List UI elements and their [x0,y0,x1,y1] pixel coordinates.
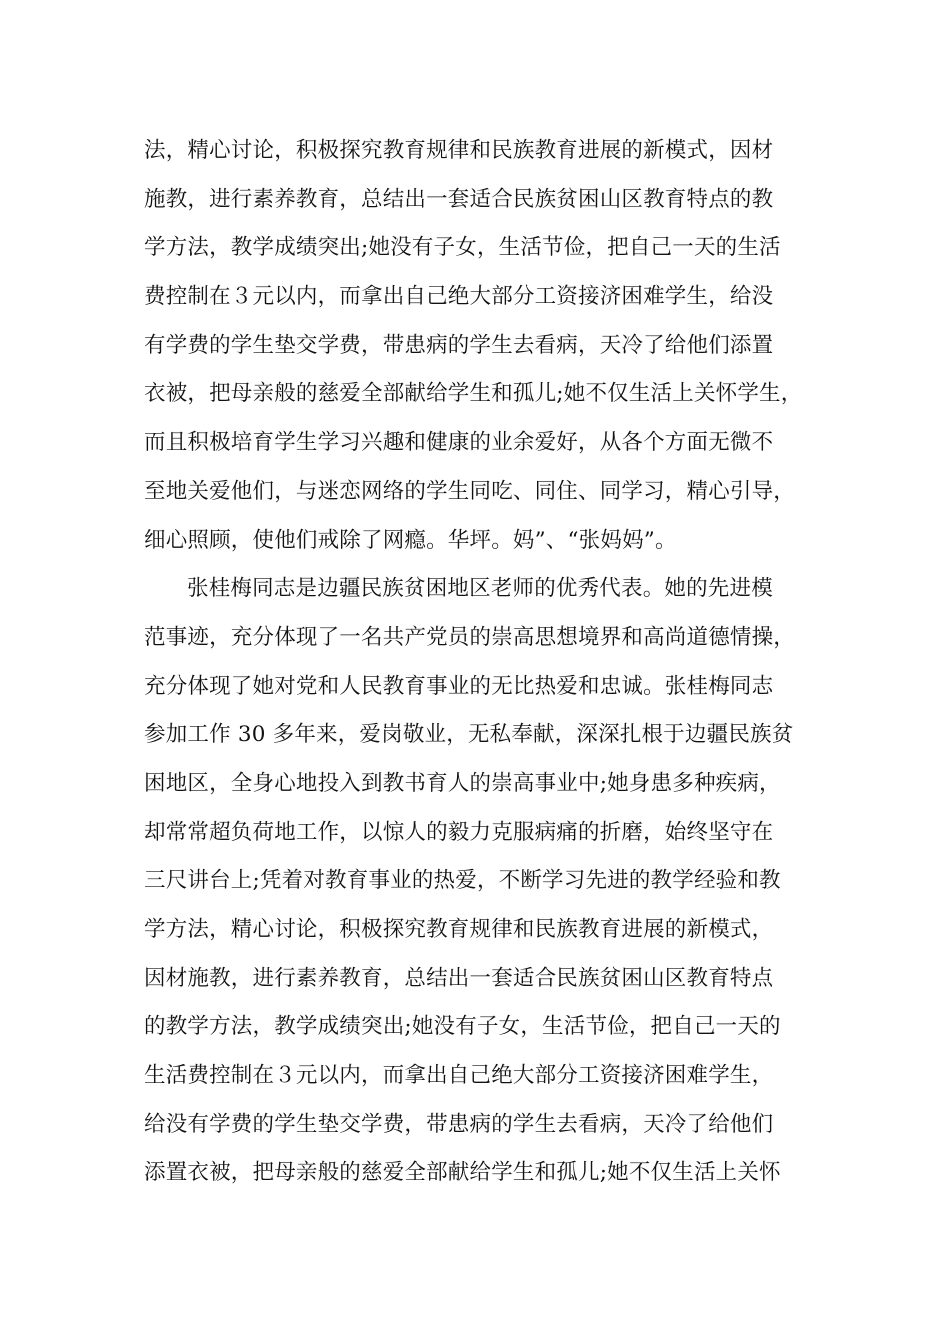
text-line: 法，精心讨论，积极探究教育规律和民族教育进展的新模式，因材 [144,138,774,163]
text-line: 困地区，全身心地投入到教书育人的崇高事业中;她身患多种疾病， [144,770,781,796]
text-line: 学方法，教学成绩突出;她没有子女，生活节俭，把自己一天的生活 [144,235,781,261]
text-line: 至地关爱他们，与迷恋网络的学生同吃、同住、同学习，精心引导， [144,478,796,504]
text-line: 费控制在３元以内，而拿出自己绝大部分工资接济困难学生，给没 [144,284,774,310]
text-line: 张桂梅同志是边疆民族贫困地区老师的优秀代表。她的先进模 [187,576,773,602]
text-line: 添置衣被，把母亲般的慈爱全部献给学生和孤儿;她不仅生活上关怀 [144,1160,781,1186]
paragraph-1 [144,127,824,565]
text-line: 而且积极培育学生学习兴趣和健康的业余爱好，从各个方面无微不 [144,430,774,456]
text-line: 参加工作 30 多年来，爱岗敬业，无私奉献，深深扎根于边疆民族贫 [144,722,794,748]
text-line: 衣被，把母亲般的慈爱全部献给学生和孤儿;她不仅生活上关怀学生， [144,381,803,407]
text-line: 的教学方法，教学成绩突出;她没有子女，生活节俭，把自己一天的 [144,1014,781,1040]
text-line: 范事迹，充分体现了一名共产党员的崇高思想境界和高尚道德情操， [144,624,796,650]
text-line: 三尺讲台上;凭着对教育事业的热爱，不断学习先进的教学经验和教 [144,868,781,894]
text-line: 施教，进行素养教育，总结出一套适合民族贫困山区教育特点的教 [144,186,774,212]
paragraph-2 [144,565,824,1198]
text-line: 却常常超负荷地工作，以惊人的毅力克服病痛的折磨，始终坚守在 [144,819,774,845]
text-line: 细心照顾，使他们戒除了网瘾。华坪。妈”、“张妈妈”。 [144,527,677,553]
text-line: 因材施教，进行素养教育，总结出一套适合民族贫困山区教育特点 [144,965,774,991]
document-body [144,127,824,1198]
text-line: 有学费的学生垫交学费，带患病的学生去看病，天冷了给他们添置 [144,332,774,358]
text-line: 充分体现了她对党和人民教育事业的无比热爱和忠诚。张桂梅同志 [144,673,774,699]
text-line: 生活费控制在３元以内，而拿出自己绝大部分工资接济困难学生， [144,1063,774,1089]
text-line: 给没有学费的学生垫交学费，带患病的学生去看病，天冷了给他们 [144,1111,774,1137]
text-line: 学方法，精心讨论，积极探究教育规律和民族教育进展的新模式， [144,917,774,942]
